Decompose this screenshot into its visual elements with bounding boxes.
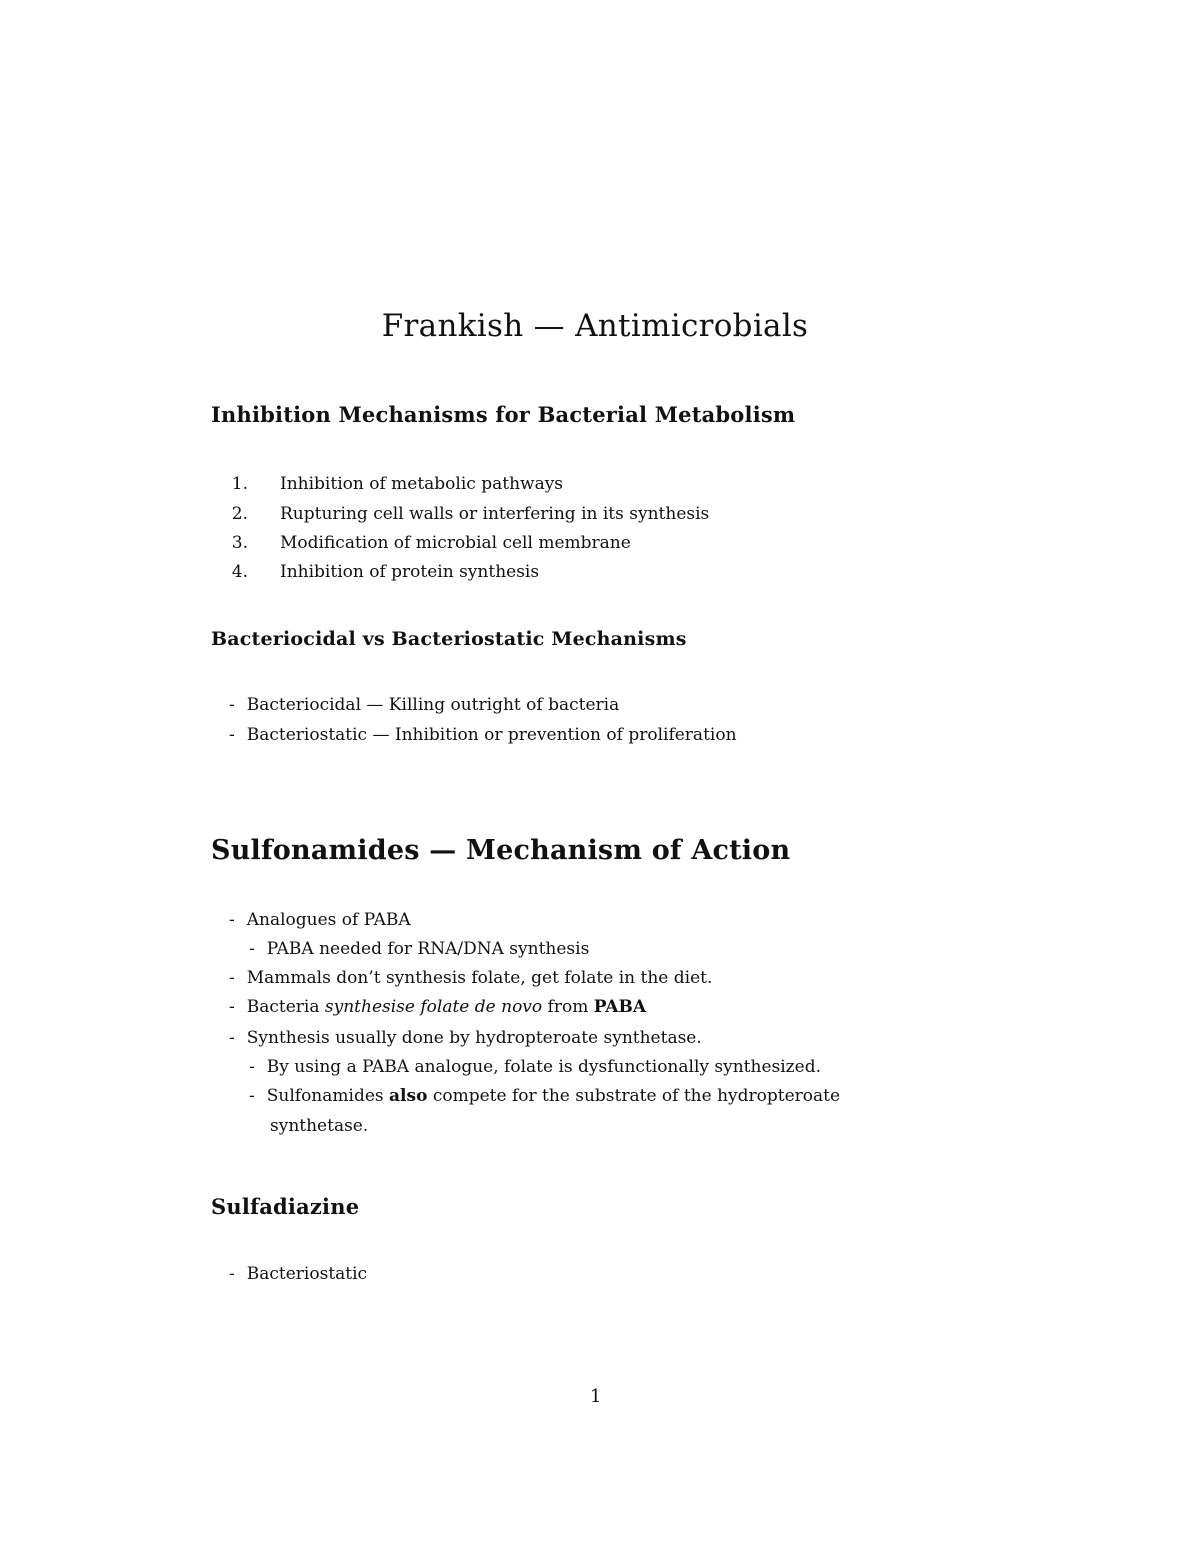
list-item-number: 2. [231,504,248,524]
list-item-text: compete for the substrate of the hydropteroate [427,1086,841,1106]
bullet-dash: - [229,725,235,745]
list-item-number: 1. [231,474,248,494]
list-item-text: Synthesis usually done by hydropteroate synthetase. [246,1028,702,1048]
list-item-text: By using a PABA analogue, folate is dysfunctionally synthesized. [266,1057,821,1077]
list-item [249,1088,840,1105]
page-number: 1 [590,1386,602,1407]
list-item-text: from [542,997,594,1017]
list-item [229,999,646,1016]
list-item [0,535,1200,553]
bullet-dash: - [229,695,235,715]
bullet-dash: - [249,939,255,959]
heading-sulfonamides: Sulfonamides — Mechanism of Action [211,835,791,866]
emphasis-italic: synthesise folate de novo [324,997,543,1017]
heading-inhibition-mechanisms: Inhibition Mechanisms for Bacterial Metabolism [211,402,796,427]
bullet-dash: - [229,1264,235,1284]
emphasis-bold: also [389,1086,428,1106]
emphasis-bold: PABA [593,997,647,1017]
heading-bacteriocidal-vs-bacteriostatic: Bacteriocidal vs Bacteriostatic Mechanisms [211,628,687,650]
list-item-text: Inhibition of protein synthesis [280,562,540,582]
bullet-dash: - [249,1086,255,1106]
list-item-text: Sulfonamides [266,1086,390,1106]
list-item [0,476,1200,494]
list-item [229,697,619,714]
list-item [229,912,411,929]
list-item-text: Analogues of PABA [246,910,411,930]
list-item [249,1059,821,1076]
list-item [229,727,737,744]
list-item-text: PABA needed for RNA/DNA synthesis [266,939,590,959]
list-item-text: Mammals don’t synthesis folate, get folate in the diet. [246,968,713,988]
bullet-dash: - [229,910,235,930]
list-item-text: Rupturing cell walls or interfering in its synthesis [280,504,710,524]
list-item-text: Bacteria [246,997,325,1017]
list-item [0,564,1200,582]
list-item-number: 4. [231,562,248,582]
list-item-text: Bacteriocidal — Killing outright of bacteria [246,695,620,715]
document-title: Frankish — Antimicrobials [381,308,809,344]
list-item [249,941,589,958]
list-item-text: Bacteriostatic — Inhibition or prevention of proliferation [246,725,737,745]
list-item-continuation: synthetase. [270,1116,369,1136]
list-item [0,506,1200,524]
list-item-text: Bacteriostatic [246,1264,368,1284]
list-item [229,970,712,987]
bullet-dash: - [249,1057,255,1077]
bullet-dash: - [229,968,235,988]
list-item-text: Modification of microbial cell membrane [280,533,631,553]
list-item-text: Inhibition of metabolic pathways [280,474,564,494]
list-item [229,1266,367,1283]
list-item [229,1030,702,1047]
list-item-number: 3. [231,533,248,553]
bullet-dash: - [229,1028,235,1048]
heading-sulfadiazine: Sulfadiazine [211,1194,360,1219]
bullet-dash: - [229,997,235,1017]
